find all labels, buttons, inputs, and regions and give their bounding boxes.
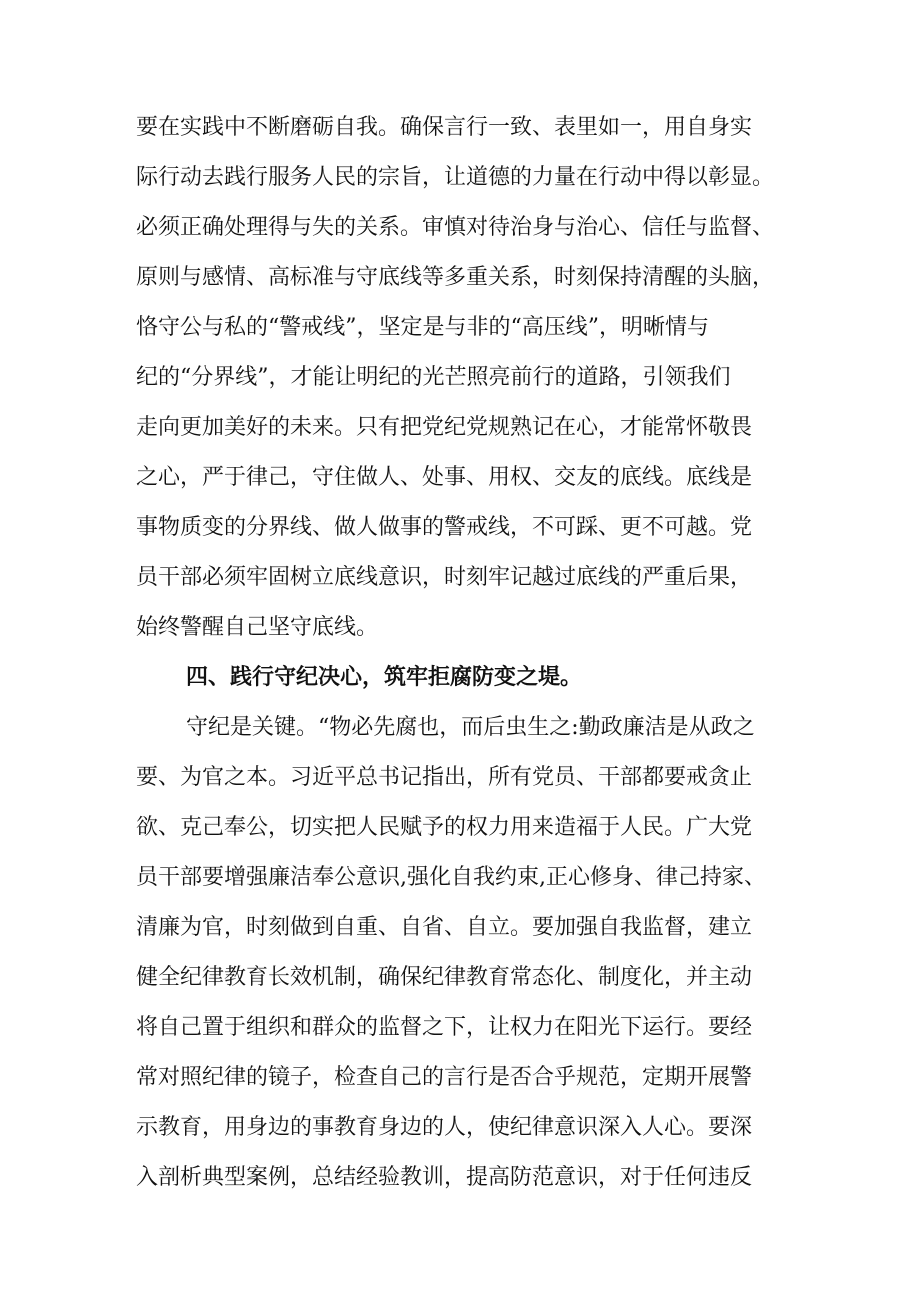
- paragraph-1-line: 原则与感情、高标准与守底线等多重关系，时刻保持清醒的头脑，: [136, 265, 775, 290]
- paragraph-2-line: 入剖析典型案例，总结经验教训，提高防范意识，对于任何违反: [136, 1165, 753, 1190]
- paragraph-2-line: 欲、克己奉公，切实把人民赋予的权力用来造福于人民。广大党: [136, 815, 753, 840]
- paragraph-2-line: 常对照纪律的镜子，检查自己的言行是否合乎规范，定期开展警: [136, 1065, 753, 1090]
- paragraph-1-line: 际行动去践行服务人民的宗旨，让道德的力量在行动中得以彰显。: [136, 165, 775, 190]
- paragraph-2-line: 要、为官之本。习近平总书记指出，所有党员、干部都要戒贪止: [136, 765, 753, 790]
- paragraph-2-line: 清廉为官，时刻做到自重、自省、自立。要加强自我监督，建立: [136, 915, 753, 940]
- paragraph-1-line: 之心，严于律己，守住做人、处事、用权、交友的底线。底线是: [136, 465, 753, 490]
- paragraph-2-line: 将自己置于组织和群众的监督之下，让权力在阳光下运行。要经: [136, 1015, 753, 1040]
- paragraph-1-line: 走向更加美好的未来。只有把党纪党规熟记在心，才能常怀敬畏: [136, 415, 753, 440]
- paragraph-1-line: 员干部必须牢固树立底线意识，时刻牢记越过底线的严重后果，: [136, 565, 753, 590]
- paragraph-2-line: 守纪是关键。“物必先腐也，而后虫生之:勤政廉洁是从政之: [186, 715, 755, 740]
- paragraph-2-line: 健全纪律教育长效机制，确保纪律教育常态化、制度化，并主动: [136, 965, 753, 990]
- paragraph-1-line: 必须正确处理得与失的关系。审慎对待治身与治心、信任与监督、: [136, 215, 775, 240]
- paragraph-1-line: 事物质变的分界线、做人做事的警戒线，不可踩、更不可越。党: [136, 515, 753, 540]
- paragraph-1-line: 恪守公与私的“警戒线”，坚定是与非的“高压线”，明晰情与: [136, 315, 709, 340]
- section-heading: 四、践行守纪决心，筑牢拒腐防变之堤。: [186, 665, 583, 690]
- paragraph-1-line: 纪的“分界线”，才能让明纪的光芒照亮前行的道路，引领我们: [136, 365, 731, 390]
- paragraph-1-line: 始终警醒自己坚守底线。: [136, 615, 379, 640]
- paragraph-2-line: 示教育，用身边的事教育身边的人，使纪律意识深入人心。要深: [136, 1115, 753, 1140]
- paragraph-1-line: 要在实践中不断磨砺自我。确保言行一致、表里如一，用自身实: [136, 115, 753, 140]
- paragraph-2-line: 员干部要增强廉洁奉公意识,强化自我约束,正心修身、律己持家、: [136, 865, 766, 890]
